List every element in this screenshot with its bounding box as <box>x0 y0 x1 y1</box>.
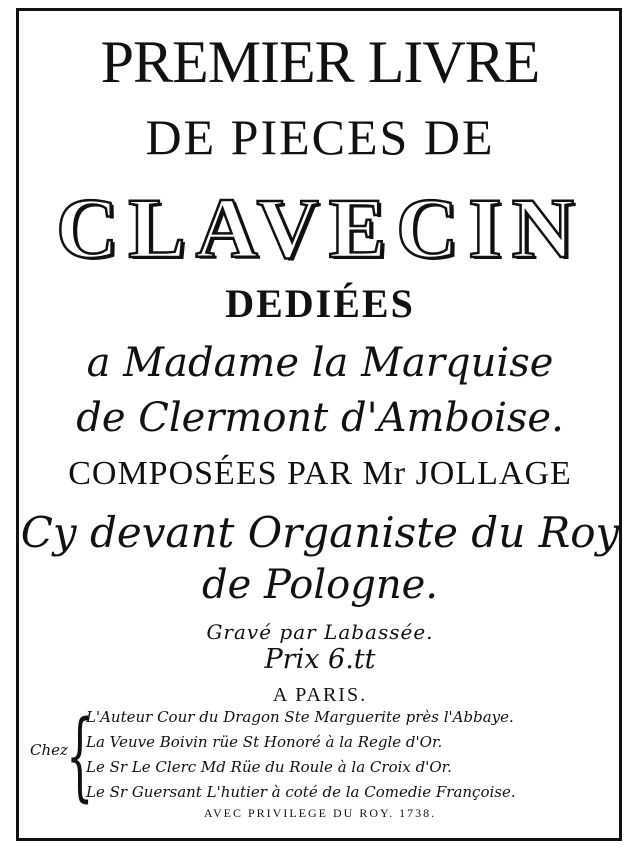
composer-line: COMPOSÉES PAR Mr JOLLAGE <box>68 455 572 492</box>
title-dediees: DEDIÉES <box>225 281 415 326</box>
place-of-publication: A PARIS. <box>272 684 368 706</box>
title-line-2: DE PIECES DE <box>145 109 495 165</box>
seller-address-2: La Veuve Boivin rüe St Honoré à la Regle d'Or. <box>86 733 443 751</box>
seller-address-1: L'Auteur Cour du Dragon Ste Marguerite près l'Abbaye. <box>86 708 514 726</box>
engraver-credit: Gravé par Labassée. <box>206 620 434 644</box>
dedication-line-2: de Clermont d'Amboise. <box>76 395 564 441</box>
chez-label: Chez <box>30 741 68 759</box>
seller-address-3: Le Sr Le Clerc Md Rüe du Roule à la Croix d'Or. <box>86 758 452 776</box>
composer-title-line: Cy devant Organiste du Roy <box>20 508 620 557</box>
dedication-line-1: a Madame la Marquise <box>86 340 554 386</box>
title-main-clavecin: CLAVECIN <box>56 180 584 276</box>
title-line-1: PREMIER LIVRE <box>100 29 540 95</box>
seller-address-4: Le Sr Guersant L'hutier à coté de la Comedie Françoise. <box>86 783 516 801</box>
privilege-line: AVEC PRIVILEGE DU ROY. 1738. <box>203 806 437 820</box>
composer-country-line: de Pologne. <box>202 562 438 608</box>
brace-icon: { <box>66 700 94 812</box>
sellers-block <box>30 700 610 812</box>
price: Prix 6.tt <box>264 644 376 675</box>
